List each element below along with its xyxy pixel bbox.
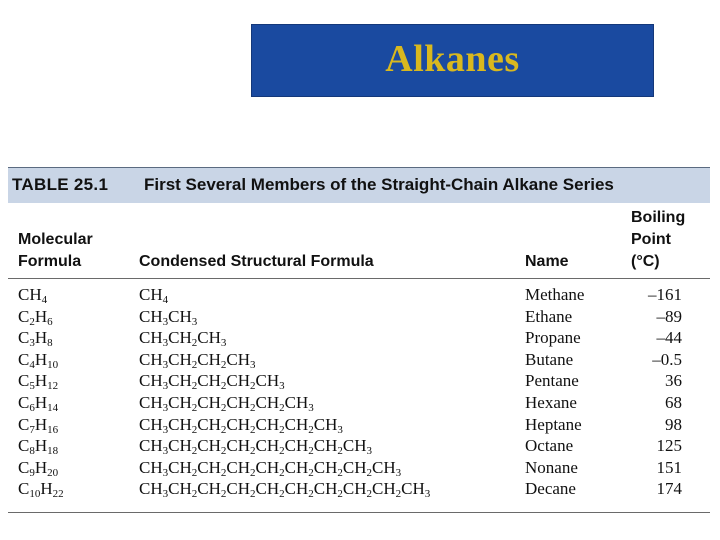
alkane-name-cell: Octane: [525, 436, 574, 456]
molecular-formula-cell: $CH_4$: [18, 285, 48, 306]
alkane-name-cell: Decane: [525, 479, 576, 499]
condensed-formula-cell: $CH_3CH_2CH_2CH_2CH_2CH_2CH_3$: [139, 414, 343, 436]
table-row: [8, 435, 710, 457]
molecular-formula-cell: $C_3H_8$: [18, 328, 53, 350]
condensed-formula-cell: $CH_3CH_2CH_3$: [139, 328, 227, 350]
molecular-formula-cell: $C_{10}H_{22}$: [18, 479, 64, 501]
table-row: [8, 349, 710, 371]
boiling-point-cell: –89: [656, 306, 682, 326]
table-row: [8, 478, 710, 500]
header-boiling-point: [631, 207, 685, 273]
alkane-name-cell: Methane: [525, 285, 585, 304]
boiling-point-cell: –161: [648, 285, 682, 304]
boiling-point-cell: 174: [656, 479, 682, 499]
slide-title: Alkanes: [385, 37, 520, 80]
alkane-name-cell: Nonane: [525, 457, 578, 477]
slide-title-banner: [251, 24, 654, 97]
boiling-point-cell: –0.5: [652, 349, 682, 369]
header-condensed-formula: Condensed Structural Formula: [139, 253, 374, 270]
table-caption: First Several Members of the Straight-Chain Alkane Series: [144, 175, 614, 194]
header-molecular-line1: Molecular: [18, 231, 93, 248]
table-body: [8, 284, 710, 500]
header-name: Name: [525, 253, 569, 270]
header-bp-line2: Point: [631, 231, 671, 248]
condensed-formula-cell: $CH_3CH_2CH_2CH_2CH_2CH_2CH_2CH_2CH_3$: [139, 457, 402, 479]
table-row: [8, 370, 710, 392]
header-molecular-formula: [18, 229, 93, 273]
table-bottom-rule: [8, 512, 710, 513]
alkane-name-cell: Butane: [525, 349, 574, 369]
boiling-point-cell: 68: [665, 392, 682, 412]
condensed-formula-cell: $CH_3CH_2CH_2CH_2CH_2CH_3$: [139, 392, 314, 414]
header-bp-line3: (°C): [631, 253, 660, 270]
boiling-point-cell: 151: [656, 457, 682, 477]
condensed-formula-cell: $CH_4$: [139, 285, 169, 306]
table-row: [8, 414, 710, 436]
condensed-formula-cell: $CH_3CH_2CH_2CH_3$: [139, 349, 256, 371]
molecular-formula-cell: $C_2H_6$: [18, 306, 53, 328]
condensed-formula-cell: $CH_3CH_2CH_2CH_2CH_2CH_2CH_2CH_2CH_2CH_3$: [139, 479, 431, 501]
alkane-name-cell: Pentane: [525, 371, 579, 391]
boiling-point-cell: 98: [665, 414, 682, 434]
header-molecular-line2: Formula: [18, 253, 82, 270]
boiling-point-cell: –44: [656, 328, 682, 348]
condensed-formula-cell: $CH_3CH_2CH_2CH_2CH_3$: [139, 371, 285, 393]
alkane-name-cell: Hexane: [525, 392, 577, 412]
molecular-formula-cell: $C_7H_{16}$: [18, 414, 59, 436]
table-caption-bar: [8, 167, 710, 203]
table-row: [8, 284, 710, 306]
molecular-formula-cell: $C_9H_{20}$: [18, 457, 59, 479]
condensed-formula-cell: $CH_3CH_3$: [139, 306, 198, 328]
table-row: [8, 306, 710, 328]
boiling-point-cell: 36: [665, 371, 682, 391]
alkane-name-cell: Ethane: [525, 306, 573, 326]
table-number: TABLE 25.1: [12, 175, 109, 194]
molecular-formula-cell: $C_6H_{14}$: [18, 392, 59, 414]
molecular-formula-cell: $C_4H_{10}$: [18, 349, 59, 371]
molecular-formula-cell: $C_8H_{18}$: [18, 436, 59, 458]
table-row: [8, 457, 710, 479]
alkane-name-cell: Heptane: [525, 414, 582, 434]
molecular-formula-cell: $C_5H_{12}$: [18, 371, 59, 393]
table-row: [8, 392, 710, 414]
header-divider: [8, 278, 710, 279]
header-bp-line1: Boiling: [631, 209, 686, 226]
alkane-table: [8, 167, 710, 515]
table-row: [8, 327, 710, 349]
alkane-name-cell: Propane: [525, 328, 581, 348]
condensed-formula-cell: $CH_3CH_2CH_2CH_2CH_2CH_2CH_2CH_3$: [139, 436, 372, 458]
boiling-point-cell: 125: [656, 436, 682, 456]
